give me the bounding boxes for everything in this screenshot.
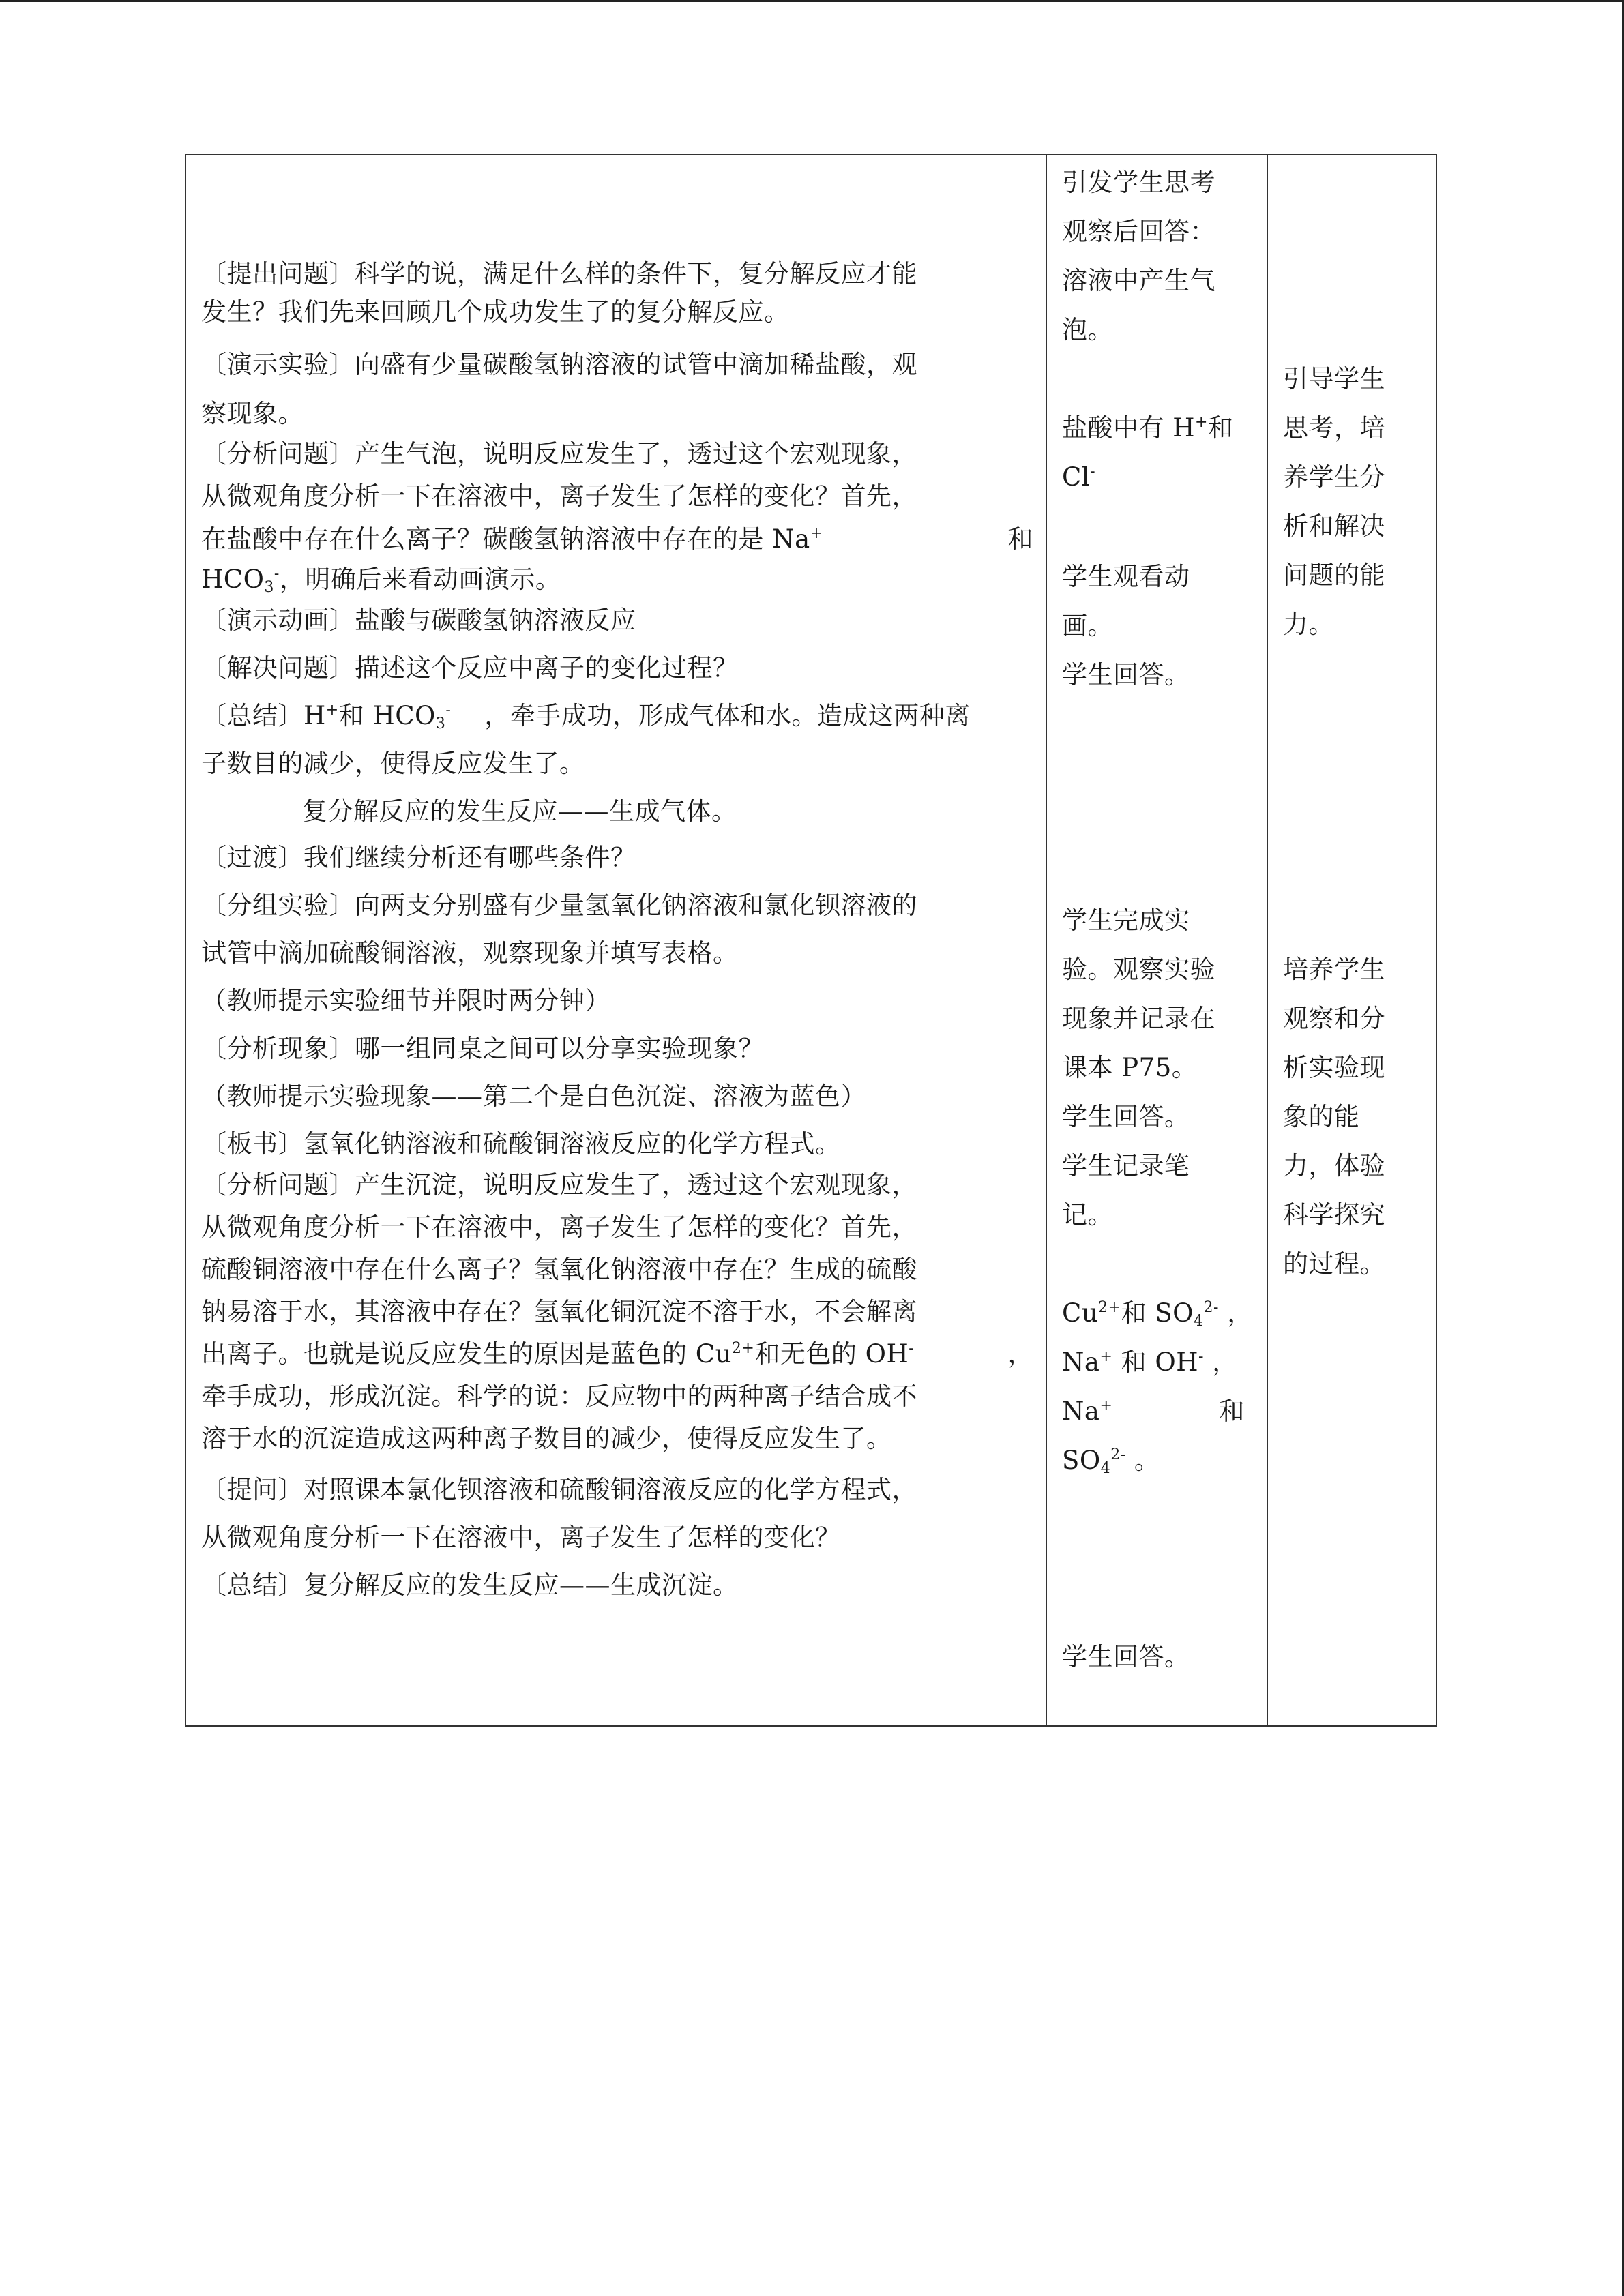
superscript: 2+	[1098, 1299, 1121, 1316]
main-line: 察现象。	[201, 399, 304, 428]
student-line: 画。	[1062, 611, 1113, 640]
superscript: +	[325, 702, 339, 719]
student-line: 学生观看动	[1062, 562, 1190, 591]
main-line: 〔解决问题〕描述这个反应中离子的变化过程？	[201, 653, 739, 683]
main-line: 发生？我们先来回顾几个成功发生了的复分解反应。	[201, 297, 790, 327]
teaching-process-column	[186, 155, 1047, 1725]
main-line: 从微观角度分析一下在溶液中，离子发生了怎样的变化？	[201, 1523, 841, 1552]
student-line: Cl-	[1062, 462, 1096, 492]
lesson-plan-table	[185, 154, 1437, 1727]
student-line: 盐酸中有 H+和	[1062, 413, 1234, 443]
main-line-text: 出离子。也就是说反应发生的原因是蓝色的 $Cu^{2+}$和无色的 OH-	[201, 1339, 915, 1369]
main-line: 〔过渡〕我们继续分析还有哪些条件？	[201, 843, 636, 872]
intent-line: 培养学生	[1283, 955, 1385, 984]
student-line: 记。	[1062, 1200, 1113, 1229]
superscript: -	[1198, 1348, 1204, 1365]
subscript: 4	[1100, 1460, 1111, 1477]
superscript: -	[274, 565, 280, 582]
student-line: 课本 P75。	[1062, 1053, 1198, 1082]
student-activity-column	[1047, 155, 1268, 1725]
intent-line: 观察和分	[1283, 1004, 1385, 1033]
superscript: +	[1195, 414, 1208, 431]
main-line: 溶于水的沉淀造成这两种离子数目的减少，使得反应发生了。	[201, 1424, 892, 1453]
main-line: （教师提示实验细节并限时两分钟）	[201, 986, 610, 1015]
student-line: 现象并记录在	[1062, 1004, 1215, 1033]
main-line: 复分解反应的发生反应——生成气体。	[302, 796, 737, 826]
superscript: -	[909, 1340, 915, 1357]
intent-line: 科学探究	[1283, 1200, 1385, 1229]
main-line: 〔总结〕H+和 $HCO_3^-$ ，牵手成功，形成气体和水。造成这两种离	[201, 701, 971, 732]
intent-line: 象的能	[1283, 1102, 1360, 1131]
main-line-text: 在盐酸中存在什么离子？碳酸氢钠溶液中存在的是 Na+	[201, 524, 823, 554]
intent-line: 引导学生	[1283, 364, 1385, 393]
main-line: 牵手成功，形成沉淀。科学的说：反应物中的两种离子结合成不	[201, 1382, 917, 1411]
subscript: 3	[264, 579, 274, 596]
main-line: 子数目的减少，使得反应发生了。	[201, 749, 585, 778]
main-line: 〔总结〕复分解反应的发生反应——生成沉淀。	[201, 1570, 739, 1600]
student-line-text: 和	[1219, 1397, 1245, 1426]
main-line: 〔提出问题〕科学的说，满足什么样的条件下，复分解反应才能	[201, 259, 917, 288]
main-line: 从微观角度分析一下在溶液中，离子发生了怎样的变化？首先，	[201, 481, 917, 511]
main-line: 〔分析问题〕产生气泡，说明反应发生了，透过这个宏观现象，	[201, 439, 917, 468]
main-line-text: ，	[1007, 1339, 1033, 1369]
subscript: 3	[435, 715, 446, 732]
main-line: 〔分析现象〕哪一组同桌之间可以分享实验现象？	[201, 1034, 764, 1063]
superscript: 2-	[1203, 1299, 1219, 1316]
main-line: 试管中滴加硫酸铜溶液，观察现象并填写表格。	[201, 938, 739, 968]
main-line: （教师提示实验现象——第二个是白色沉淀、溶液为蓝色）	[201, 1082, 866, 1111]
main-line-text: 和	[1007, 524, 1033, 554]
superscript: -	[445, 702, 452, 719]
page-top-edge	[0, 0, 1624, 2]
main-line: 钠易溶于水，其溶液中存在？氢氧化铜沉淀不溶于水，不会解离	[201, 1297, 917, 1326]
intent-line: 养学生分	[1283, 462, 1385, 492]
intent-line: 的过程。	[1283, 1249, 1385, 1279]
student-line: Na+ 和 OH- ，	[1062, 1347, 1238, 1377]
main-line: 〔分组实验〕向两支分别盛有少量氢氧化钠溶液和氯化钡溶液的	[201, 891, 917, 920]
main-line: 〔提问〕对照课本氯化钡溶液和硫酸铜溶液反应的化学方程式，	[201, 1475, 917, 1504]
superscript: +	[1099, 1348, 1113, 1365]
student-line	[1062, 1397, 1245, 1427]
main-line: 〔板书〕氢氧化钠溶液和硫酸铜溶液反应的化学方程式。	[201, 1129, 841, 1159]
superscript: -	[1090, 463, 1096, 480]
student-line: 溶液中产生气	[1062, 266, 1215, 295]
student-line: 学生回答。	[1062, 1642, 1190, 1671]
main-line: 〔演示实验〕向盛有少量碳酸氢钠溶液的试管中滴加稀盐酸，观	[201, 350, 917, 379]
student-line: 泡。	[1062, 315, 1113, 344]
superscript: 2-	[1110, 1446, 1126, 1463]
main-line: 硫酸铜溶液中存在什么离子？氢氧化钠溶液中存在？生成的硫酸	[201, 1255, 917, 1284]
superscript: +	[810, 525, 823, 542]
main-line: 〔分析问题〕产生沉淀，说明反应发生了，透过这个宏观现象，	[201, 1170, 917, 1199]
student-line: 学生完成实	[1062, 906, 1190, 935]
student-line: $SO_4^{2-}$ 。	[1062, 1446, 1160, 1477]
superscript: +	[1099, 1397, 1113, 1414]
student-line: 学生回答。	[1062, 660, 1190, 689]
student-line: $Cu^{2+}$和 $SO_4^{2-}$ ，	[1062, 1298, 1253, 1330]
intent-line: 力，体验	[1283, 1151, 1385, 1180]
intent-line: 析和解决	[1283, 511, 1385, 541]
main-line: 从微观角度分析一下在溶液中，离子发生了怎样的变化？首先，	[201, 1212, 917, 1242]
main-line	[201, 1339, 1033, 1369]
subscript: 4	[1194, 1313, 1204, 1330]
student-line: 验。观察实验	[1062, 955, 1215, 984]
student-line-text: Na+	[1062, 1397, 1113, 1426]
superscript: 2+	[731, 1340, 755, 1357]
student-line: 观察后回答：	[1062, 217, 1215, 246]
student-line: 学生回答。	[1062, 1102, 1190, 1131]
intent-line: 力。	[1283, 610, 1334, 639]
intent-line: 析实验现	[1283, 1053, 1385, 1082]
main-line: $HCO_3^-$，明确后来看动画演示。	[201, 565, 561, 596]
main-line: 〔演示动画〕盐酸与碳酸氢钠溶液反应	[201, 606, 636, 635]
main-line	[201, 524, 1033, 554]
student-line: 引发学生思考	[1062, 168, 1215, 197]
student-line: 学生记录笔	[1062, 1151, 1190, 1180]
intent-line: 思考，培	[1283, 413, 1385, 443]
design-intent-column	[1268, 155, 1437, 1725]
intent-line: 问题的能	[1283, 561, 1385, 590]
